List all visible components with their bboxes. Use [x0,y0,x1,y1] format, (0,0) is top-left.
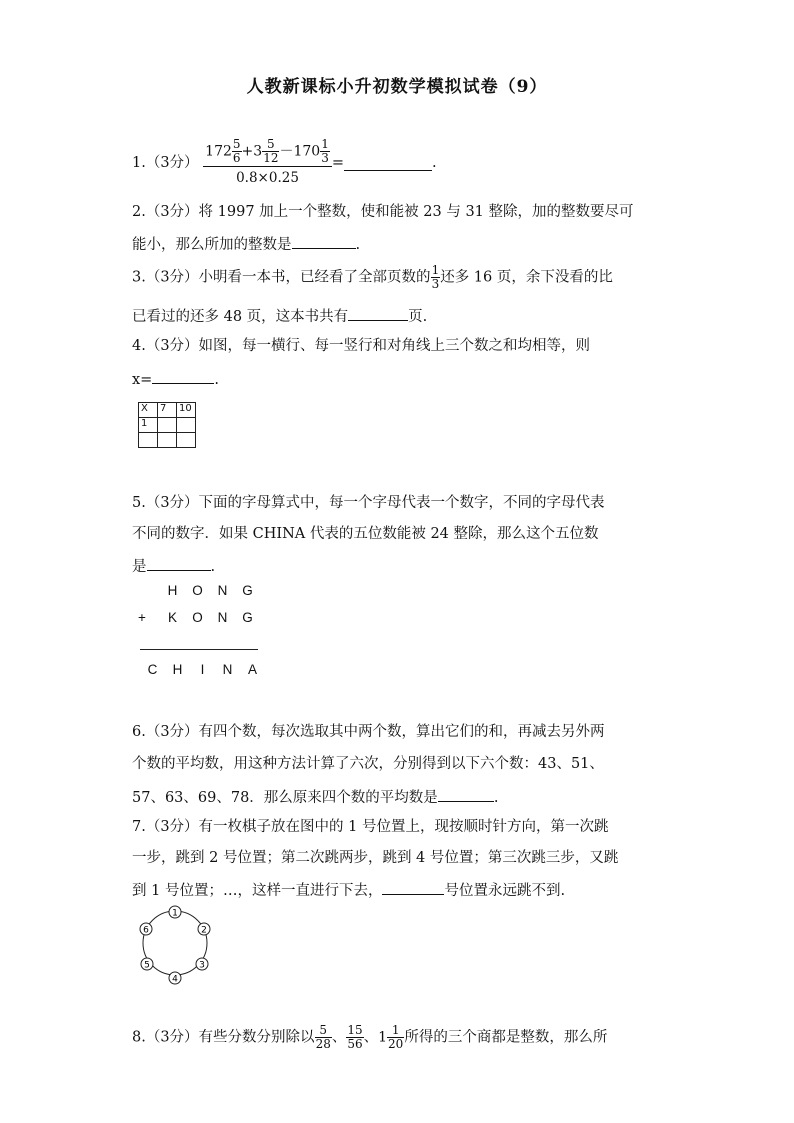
grid-row [139,433,196,448]
q8-text-before: 8.（3分）有些分数分别除以 [132,1029,315,1046]
q5-line3-end: . [210,559,216,575]
q1-frac1-num: 5 [232,137,241,151]
grid-cell: X [139,403,158,418]
letter: G [242,610,253,625]
q3-fraction [431,264,441,291]
letter: I [200,662,205,677]
grid-cell: 10 [177,403,196,418]
grid-cell [177,433,196,448]
q8-text-after: 所得的三个商都是整数，那么所 [404,1029,608,1046]
q8-frac2-num: 15 [347,1023,363,1037]
q6-line3 [132,786,498,808]
q1-denominator: 0.8×0.25 [203,166,332,188]
q8-frac1 [315,1024,332,1051]
q2-answer-blank[interactable] [292,233,356,249]
position-marker [198,923,210,936]
q5-line3-text: 是 [132,559,147,575]
sum-china [140,662,265,677]
q8-sep2: 、 [363,1029,379,1046]
q8-sep1: 、 [331,1029,347,1046]
q1-op2: －170 [279,143,321,160]
q1-end: . [432,155,437,171]
q8-frac3-num: 1 [391,1023,400,1037]
grid-cell [139,433,158,448]
position-label: 4 [172,974,178,985]
q8-frac2 [346,1024,363,1051]
q7-line3 [132,879,565,901]
addend-kong [160,610,260,625]
q3-line2 [132,305,427,327]
q1-frac2-den: 12 [263,151,279,165]
grid-cell: 7 [158,403,177,418]
q6-line2: 个数的平均数，用这种方法计算了六次，分别得到以下六个数：43、51、 [132,756,604,772]
q1-frac3 [320,138,330,165]
letter: N [217,583,228,598]
q7-line1: 7.（3分）有一枚棋子放在图中的 1 号位置上，现按顺时针方向，第一次跳 [132,819,609,835]
q1-frac2 [262,138,279,165]
q4-line2 [132,368,219,390]
position-label: 3 [199,960,205,971]
q3-frac-den: 3 [431,277,440,291]
q6-line3-text: 57、63、69、78．那么原来四个数的平均数是 [132,790,438,806]
q1-frac1-den: 6 [232,151,241,165]
page-title: 人教新课标小升初数学模拟试卷（9） [246,77,548,97]
q3-line1-text: 3.（3分）小明看一本书，已经看了全部页数的 [132,269,431,286]
q1-answer-blank[interactable] [344,155,432,171]
q3-line2-text: 已看过的还多 48 页，这本书共有 [132,309,349,325]
q5-line2: 不同的数字．如果 CHINA 代表的五位数能被 24 整除，那么这个五位数 [132,526,599,542]
letter: O [192,610,203,625]
plus-sign: + [138,610,146,625]
q4-line2-text: x= [132,372,153,388]
q8-int3: 1 [378,1029,388,1046]
q7-line3-end: 号位置永远跳不到. [444,883,566,899]
q1-frac2-num: 5 [267,137,275,151]
q6-answer-blank[interactable] [438,786,494,802]
position-label: 5 [144,960,150,971]
q3-line1 [132,264,613,291]
position-marker [196,958,208,971]
q8-frac1-num: 5 [319,1023,328,1037]
q1-equals: = [331,155,344,171]
grid-cell [158,418,177,433]
q6-line3-end: . [493,790,499,806]
q2-line2-text: 能小，那么所加的整数是 [132,237,292,253]
letter: H [167,583,178,598]
q7-line2: 一步，跳到 2 号位置；第二次跳两步，跳到 4 号位置；第三次跳三步，又跳 [132,850,619,866]
sum-line [140,649,258,650]
q4-line2-end: . [214,372,219,388]
q2-line2-end: . [355,237,361,253]
q7-answer-blank[interactable] [382,879,444,895]
q3-answer-blank[interactable] [348,305,408,321]
letter: O [192,583,203,598]
q2-line2 [132,233,360,255]
position-label: 2 [201,925,207,936]
q2-line1: 2.（3分）将 1997 加上一个整数，使和能被 23 与 31 整除，加的整数要尽可 [132,204,634,220]
grid-row [139,403,196,418]
q4-answer-blank[interactable] [152,368,214,384]
q1-int1: 172 [205,143,232,160]
letter: C [147,662,158,677]
addend-hong [160,583,260,598]
q1-numerator [203,138,332,166]
question-1 [132,138,437,188]
q8-frac3-den: 20 [388,1037,404,1051]
q8-frac3 [387,1024,404,1051]
grid-cell [177,418,196,433]
letter: N [222,662,233,677]
letter: H [172,662,183,677]
q1-prefix: 1.（3分） [132,155,199,171]
q6-line1: 6.（3分）有四个数，每次选取其中两个数，算出它们的和，再减去另外两 [132,724,605,740]
q1-op1: +3 [241,143,263,160]
q1-frac3-num: 1 [321,137,329,151]
q5-line1: 5.（3分）下面的字母算式中，每一个字母代表一个数字，不同的字母代表 [132,495,605,511]
letter: G [242,583,253,598]
q1-big-fraction [203,138,332,188]
q3-line1-after: 还多 16 页，余下没看的比 [440,269,613,286]
q3-line2-end: 页. [408,309,428,325]
q7-line3-text: 到 1 号位置；…，这样一直进行下去， [132,883,383,899]
letter: A [247,662,257,677]
position-marker [141,958,153,971]
position-label: 1 [172,908,178,919]
q5-answer-blank[interactable] [147,555,211,571]
q8-line1 [132,1024,607,1051]
q4-line1: 4.（3分）如图，每一横行、每一竖行和对角线上三个数之和均相等，则 [132,338,591,354]
circle-positions-diagram [134,902,218,986]
q1-frac1 [232,138,242,165]
magic-square-grid [138,402,196,448]
grid-cell: 1 [139,418,158,433]
q8-frac1-den: 28 [315,1037,331,1051]
position-label: 6 [143,925,149,936]
grid-row [139,418,196,433]
q3-frac-num: 1 [431,263,440,277]
q5-line3 [132,555,215,577]
position-marker [169,972,181,985]
q1-frac3-den: 3 [321,151,329,165]
position-marker [169,906,181,919]
grid-cell [158,433,177,448]
q8-frac2-den: 56 [347,1037,363,1051]
letter: K [167,610,177,625]
letter: N [217,610,228,625]
position-marker [140,923,152,936]
